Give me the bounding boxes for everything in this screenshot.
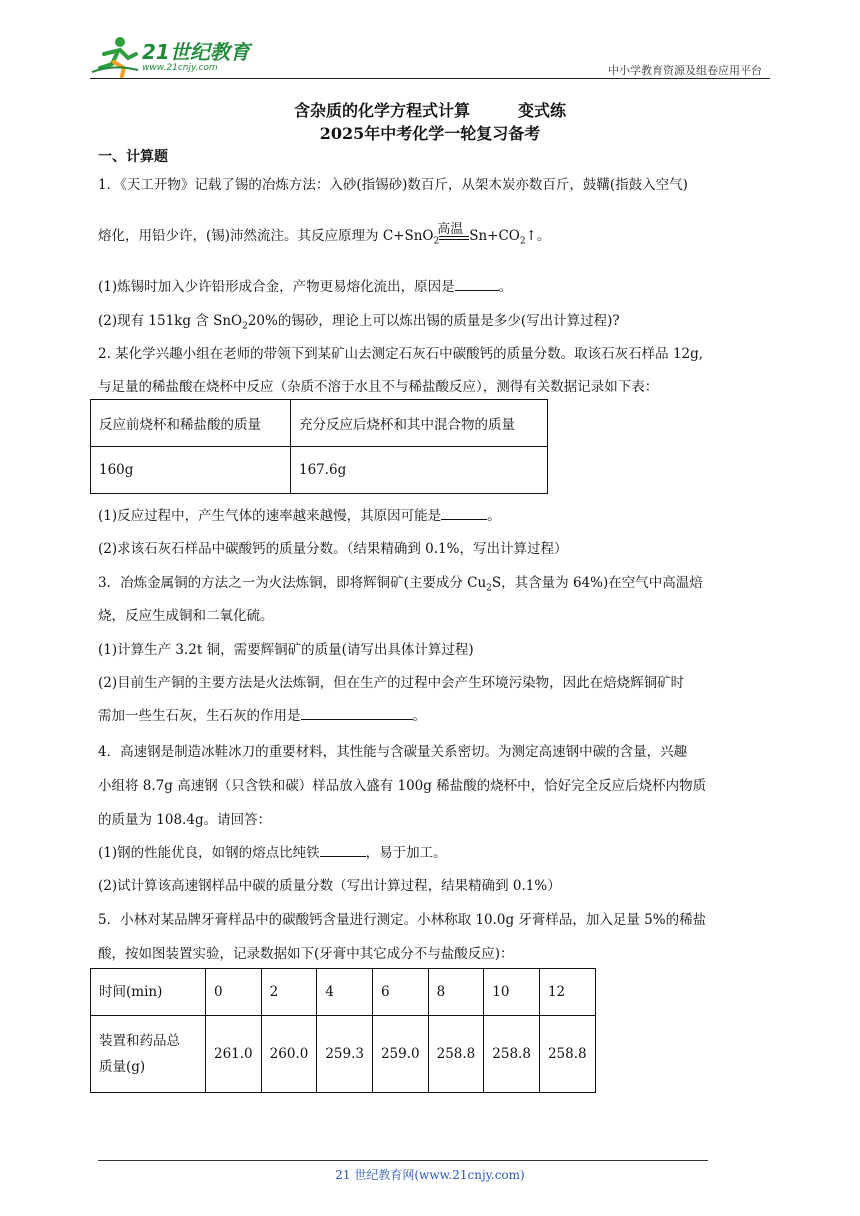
table-header-cell: 反应前烧杯和稀盐酸的质量 <box>91 400 291 447</box>
footer-divider <box>98 1160 708 1161</box>
q3-line-2: 烧，反应生成铜和二氧化硫。 <box>98 608 274 624</box>
table-row <box>91 400 548 447</box>
answer-blank[interactable] <box>455 278 499 291</box>
q1-line-2: 熔化，用铅少许，(锡)沛然流注。其反应原理为 C+SnO$_2$ 高温 $Sn+CO_2↑$。 <box>98 221 551 247</box>
q3-part-2: (2)目前生产铜的主要方法是火法炼铜，但在生产的过程中会产生环境污染物，因此在焙烧辉铜矿时 <box>98 675 685 691</box>
q3-part-1: (1)计算生产 3.2t 铜，需要辉铜矿的质量(请写出具体计算过程) <box>98 642 474 658</box>
q2-part-1: (1)反应过程中，产生气体的速率越来越慢，其原因可能是 。 <box>98 508 501 524</box>
q5-line-2: 酸，按如图装置实验，记录数据如下(牙膏中其它成分不与盐酸反应)： <box>98 946 514 962</box>
page-subtitle: 2025年中考化学一轮复习备考 <box>319 124 541 143</box>
table-cell: 259.3 <box>317 1016 373 1093</box>
answer-blank[interactable] <box>320 844 366 857</box>
answer-blank[interactable] <box>441 507 487 520</box>
table-header-cell: 时间(min) <box>91 969 206 1016</box>
table-cell: 259.0 <box>372 1016 428 1093</box>
table-cell: 258.8 <box>484 1016 540 1093</box>
q1-line-1: 1．《天工开物》记载了锡的冶炼方法：入砂(指锡砂)数百斤，从架木炭亦数百斤，鼓鞲(指鼓入空气) <box>98 177 688 193</box>
table-row <box>91 969 596 1016</box>
page-title <box>0 98 860 121</box>
table-cell: 2 <box>261 969 317 1016</box>
table-row <box>91 447 548 494</box>
q4-line-1: 4．高速钢是制造冰鞋冰刀的重要材料，其性能与含碳量关系密切。为测定高速钢中碳的含量，兴趣 <box>98 744 688 760</box>
table-cell: 258.8 <box>428 1016 484 1093</box>
runner-logo-icon <box>90 34 140 78</box>
q3-part-2-cont: 需加一些生石灰，生石灰的作用是 。 <box>98 708 426 724</box>
table-cell: 167.6g <box>291 447 548 494</box>
table-cell: 12 <box>539 969 595 1016</box>
table-cell: 10 <box>484 969 540 1016</box>
table-cell: 0 <box>206 969 262 1016</box>
q4-part-1: (1)钢的性能优良，如钢的熔点比纯铁 ，易于加工。 <box>98 845 447 861</box>
table-cell: 8 <box>428 969 484 1016</box>
q5-data-table <box>90 968 596 1093</box>
table-row <box>91 1016 596 1093</box>
table-header-cell: 充分反应后烧杯和其中混合物的质量 <box>291 400 548 447</box>
table-cell: 6 <box>372 969 428 1016</box>
logo-text: 21世纪教育 <box>142 40 250 64</box>
q2-line-2: 与足量的稀盐酸在烧杯中反应（杂质不溶于水且不与稀盐酸反应），测得有关数据记录如下表： <box>98 379 659 395</box>
q4-line-3: 的质量为 108.4g。请回答： <box>98 812 272 828</box>
q1-part-2: (2)现有 151kg 含 SnO$_2$20%的锡砂，理论上可以炼出锡的质量是多少(写出计算过程)? <box>98 313 620 332</box>
reaction-condition: 高温 <box>439 234 469 240</box>
q2-line-1: 2. 某化学兴趣小组在老师的带领下到某矿山去测定石灰石中碳酸钙的质量分数。取该石灰石样品 12g, <box>98 346 704 362</box>
q3-line-1: 3．冶炼金属铜的方法之一为火法炼铜，即将辉铜矿(主要成分 $Cu_2S$，其含量为 64%)在空气中高温焙 <box>98 575 703 594</box>
footer-link[interactable]: 21 世纪教育网(www.21cnjy.com) <box>335 1168 525 1182</box>
section-heading: 一、计算题 <box>98 149 168 165</box>
q4-line-2: 小组将 8.7g 高速钢（只含铁和碳）样品放入盛有 100g 稀盐酸的烧杯中，恰好完全反应后烧杯内物质 <box>98 778 707 794</box>
table-cell: 258.8 <box>539 1016 595 1093</box>
table-cell: 260.0 <box>261 1016 317 1093</box>
page-header <box>90 30 770 80</box>
answer-blank[interactable] <box>301 707 413 720</box>
q5-line-1: 5．小林对某品牌牙膏样品中的碳酸钙含量进行测定。小林称取 10.0g 牙膏样品，加入足量 5%的稀盐 <box>98 912 707 928</box>
title-main: 含杂质的化学方程式计算 <box>293 101 470 120</box>
q2-part-2: (2)求该石灰石样品中碳酸钙的质量分数。（结果精确到 0.1%，写出计算过程） <box>98 541 568 557</box>
q1-part-1: (1)炼锡时加入少许铅形成合金，产物更易熔化流出，原因是 。 <box>98 279 513 295</box>
logo <box>90 34 270 78</box>
table-cell: 160g <box>91 447 291 494</box>
header-divider <box>90 78 770 79</box>
platform-name: 中小学教育资源及组卷应用平台 <box>608 64 762 77</box>
title-suffix: 变式练 <box>518 101 567 120</box>
logo-url: www.21cnjy.com <box>142 63 218 73</box>
table-cell: 4 <box>317 969 373 1016</box>
q2-data-table <box>90 399 548 494</box>
table-header-cell: 装置和药品总 质量(g) <box>91 1016 206 1093</box>
table-cell: 261.0 <box>206 1016 262 1093</box>
q4-part-2: (2)试计算该高速钢样品中碳的质量分数（写出计算过程，结果精确到 0.1%） <box>98 878 561 894</box>
